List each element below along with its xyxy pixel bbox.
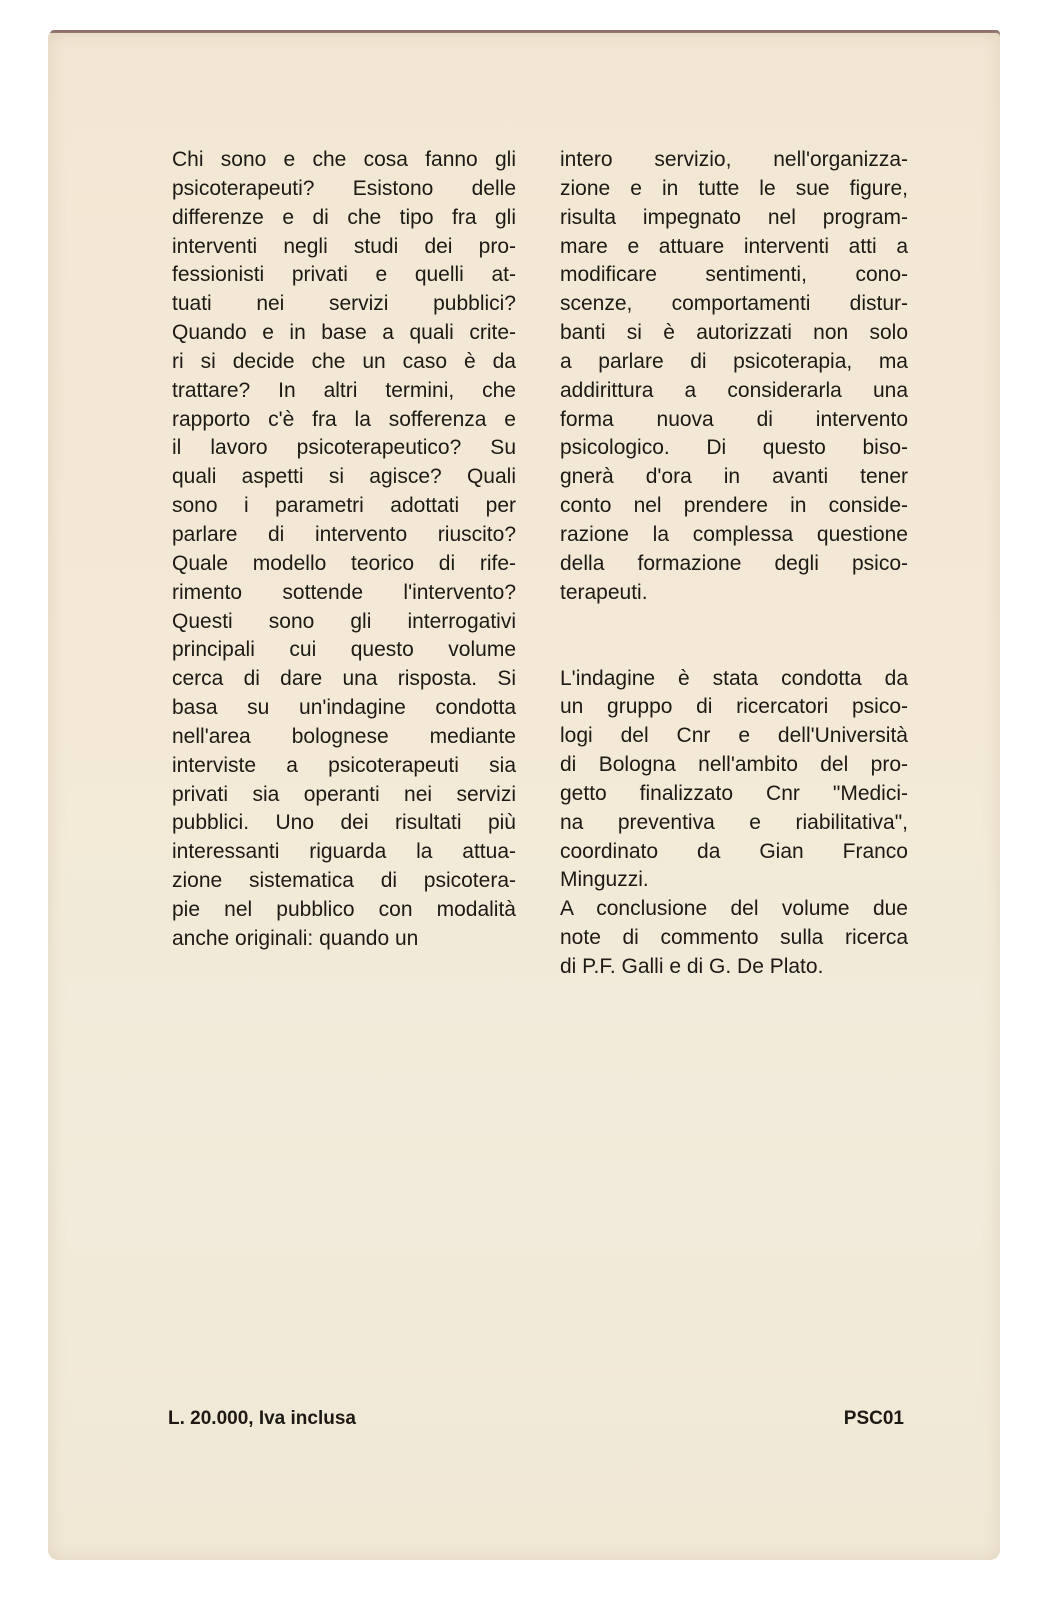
paragraph-gap	[560, 608, 908, 665]
text-line: tuati nei servizi pubblici?	[172, 292, 516, 316]
text-line: L'indagine è stata condotta da	[560, 666, 908, 690]
blurb-paragraph-2	[560, 665, 908, 896]
text-line: Minguzzi.	[560, 868, 649, 892]
text-line: zione e in tutte le sue figure,	[560, 176, 908, 200]
text-line: differenze e di che tipo fra gli	[172, 205, 516, 229]
text-line: parlare di intervento riuscito?	[172, 522, 516, 546]
text-line: Questi sono gli interrogativi	[172, 609, 516, 633]
text-line: principali cui questo volume	[172, 638, 516, 662]
text-line: rimento sottende l'intervento?	[172, 580, 516, 604]
text-line: logi del Cnr e dell'Università	[560, 724, 908, 748]
text-line: nell'area bolognese mediante	[172, 724, 516, 748]
blurb-right-column	[560, 146, 908, 982]
text-line: coordinato da Gian Franco	[560, 839, 908, 863]
text-line: forma nuova di intervento	[560, 407, 908, 431]
text-line: A conclusione del volume due	[560, 897, 908, 921]
text-line: getto finalizzato Cnr "Medici-	[560, 781, 908, 805]
text-line: interviste a psicoterapeuti sia	[172, 753, 516, 777]
text-line: conto nel prendere in conside-	[560, 494, 908, 518]
text-line: razione la complessa questione	[560, 522, 908, 546]
text-line: trattare? In altri termini, che	[172, 378, 516, 402]
text-line: psicologico. Di questo biso-	[560, 436, 908, 460]
text-line: il lavoro psicoterapeutico? Su	[172, 436, 516, 460]
text-line: della formazione degli psico-	[560, 551, 908, 575]
text-line: modificare sentimenti, cono-	[560, 263, 908, 287]
blurb-paragraph-3	[560, 895, 908, 982]
text-line: intero servizio, nell'organizza-	[560, 148, 908, 171]
price-label: L. 20.000, Iva inclusa	[168, 1408, 356, 1429]
text-line: un gruppo di ricercatori psico-	[560, 695, 908, 719]
text-line: note di commento sulla ricerca	[560, 926, 908, 950]
text-line: ri si decide che un caso è da	[172, 349, 516, 373]
text-line: mare e attuare interventi atti a	[560, 234, 908, 258]
blurb-paragraph-1	[172, 146, 516, 954]
blurb-left-column	[172, 146, 516, 954]
blurb-paragraph-1-continued	[560, 146, 908, 608]
text-line: cerca di dare una risposta. Si	[172, 667, 516, 691]
text-line: risulta impegnato nel program-	[560, 205, 908, 229]
text-line: scenze, comportamenti distur-	[560, 292, 908, 316]
text-line: rapporto c'è fra la sofferenza e	[172, 407, 516, 431]
text-line: sono i parametri adottati per	[172, 494, 516, 518]
text-line: interessanti riguarda la attua-	[172, 840, 516, 864]
text-line: banti si è autorizzati non solo	[560, 321, 908, 345]
text-line: fessionisti privati e quelli at-	[172, 263, 516, 287]
text-line: pie nel pubblico con modalità	[172, 897, 516, 921]
text-line: pubblici. Uno dei risultati più	[172, 811, 516, 835]
text-line: Chi sono e che cosa fanno gli	[172, 148, 516, 171]
text-line: basa su un'indagine condotta	[172, 696, 516, 720]
text-line: anche originali: quando un	[172, 926, 419, 950]
text-line: interventi negli studi dei pro-	[172, 234, 516, 258]
product-code: PSC01	[843, 1408, 904, 1429]
text-line: terapeuti.	[560, 580, 648, 604]
text-line: gnerà d'ora in avanti tener	[560, 465, 908, 489]
text-line: Quando e in base a quali crite-	[172, 321, 516, 345]
text-line: di P.F. Galli e di G. De Plato.	[560, 954, 824, 978]
text-line: Quale modello teorico di rife-	[172, 551, 516, 575]
text-line: psicoterapeuti? Esistono delle	[172, 176, 516, 200]
text-line: addirittura a considerarla una	[560, 378, 908, 402]
text-line: di Bologna nell'ambito del pro-	[560, 753, 908, 777]
text-line: na preventiva e riabilitativa",	[560, 810, 908, 834]
text-line: a parlare di psicoterapia, ma	[560, 349, 908, 373]
text-line: privati sia operanti nei servizi	[172, 782, 516, 806]
text-line: zione sistematica di psicotera-	[172, 869, 516, 893]
text-line: quali aspetti si agisce? Quali	[172, 465, 516, 489]
